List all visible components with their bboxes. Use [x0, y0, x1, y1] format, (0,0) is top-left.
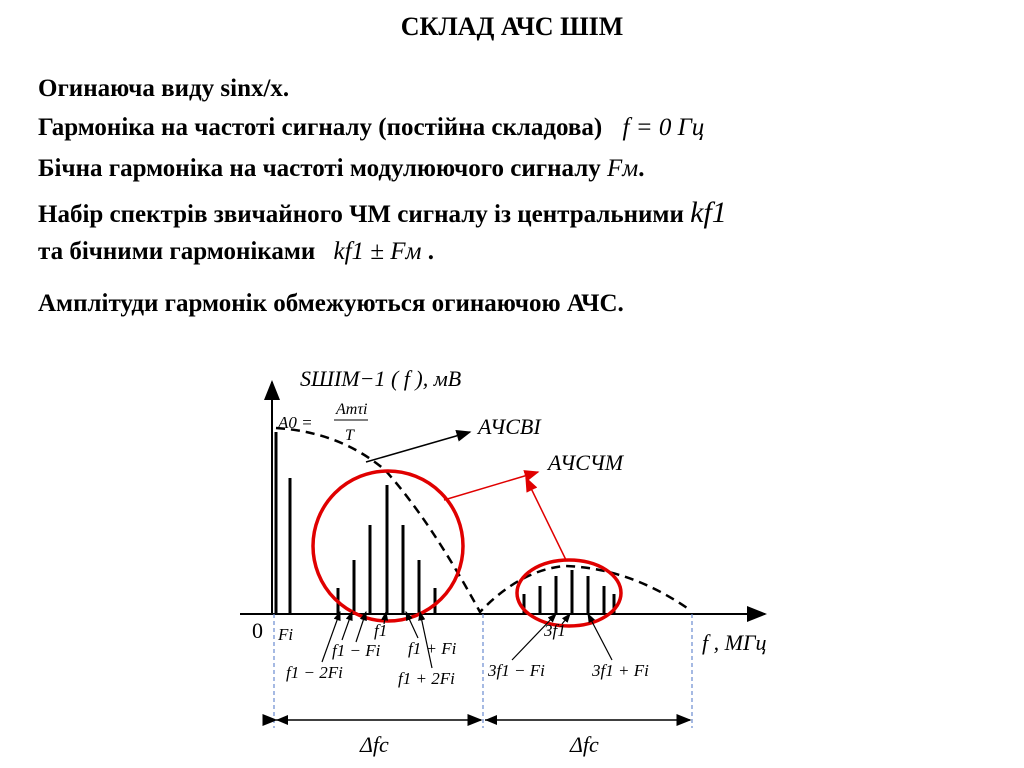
text-line-3: Бічна гармоніка на частоті модулюючого сигналу Fм.: [38, 155, 645, 182]
three-f1-plus-fi-label: 3f1 + Fi: [592, 661, 649, 680]
red-arrow-1: [444, 472, 538, 500]
delta-fc-arrowhead-left-1: [276, 715, 288, 725]
spectrum-diagram: [0, 340, 1024, 768]
envelope-text: Огинаюча виду sinx/x.: [38, 75, 290, 102]
red-arrow-2: [526, 478, 566, 560]
slide-title: СКЛАД АЧС ШІМ: [400, 12, 624, 41]
modulating-frequency-symbol: Fм: [607, 155, 639, 182]
text-line-5: та бічними гармоніками kf1 ± Fм .: [38, 238, 435, 265]
f1-minus-fi-label: f1 − Fi: [332, 641, 381, 660]
envelope-curve: [276, 428, 690, 612]
kf1-symbol: kf1: [690, 196, 727, 229]
amplitude-limit-text: Амплітуди гармонік обмежуються огинаючою АЧС.: [38, 290, 624, 317]
envelope-arrow: [366, 432, 470, 462]
spectral-lines-first-group: [276, 432, 435, 614]
text-line-6: [38, 290, 624, 318]
f1-label: f1: [374, 621, 388, 640]
f1-plus-fi-label: f1 + Fi: [408, 639, 457, 658]
fi-label: Fi: [278, 625, 294, 644]
dc-frequency-formula: f = 0 Гц: [622, 114, 705, 141]
text-line-4: [38, 196, 727, 230]
text-line-2: [38, 114, 704, 142]
three-f1-minus-fi-label: 3f1 − Fi: [488, 661, 545, 680]
dc-harmonic-text: Гармоніка на частоті сигналу (постійна складова): [38, 114, 603, 141]
three-f1-label: 3f1: [544, 621, 566, 640]
f1-minus-2fi-label: f1 − 2Fi: [286, 663, 343, 682]
side-harmonic-text: Бічна гармоніка на частоті модулюючого сигналу: [38, 155, 601, 182]
a0-label: A0 =: [278, 413, 313, 432]
x-axis-label: f , МГц: [702, 630, 767, 655]
delta-fc-arrowhead-left-2: [485, 715, 497, 725]
a0-denominator: T: [345, 427, 354, 444]
delta-fc-label-1: Δfc: [360, 732, 389, 757]
fm-spectra-text: Набір спектрів звичайного ЧМ сигналу із центральними: [38, 201, 684, 228]
y-axis-label: SШІМ−1 ( f ), мВ: [300, 366, 462, 391]
a0-numerator: Amτi: [336, 401, 368, 418]
origin-label: 0: [252, 618, 263, 643]
delta-fc-label-2: Δfc: [570, 732, 599, 757]
delta-fc-arrowhead-right-1: [469, 715, 481, 725]
ach-chm-label: АЧСЧМ: [548, 450, 624, 475]
spectral-lines-second-group: [524, 570, 614, 614]
side-harmonics-text: та бічними гармоніками: [38, 238, 316, 265]
ach-vi-label: АЧСВІ: [478, 414, 541, 439]
text-line-1: [38, 75, 289, 103]
kf1-pm-fm-formula: kf1 ± Fм: [333, 238, 422, 265]
f1-plus-2fi-label: f1 + 2Fi: [398, 669, 455, 688]
